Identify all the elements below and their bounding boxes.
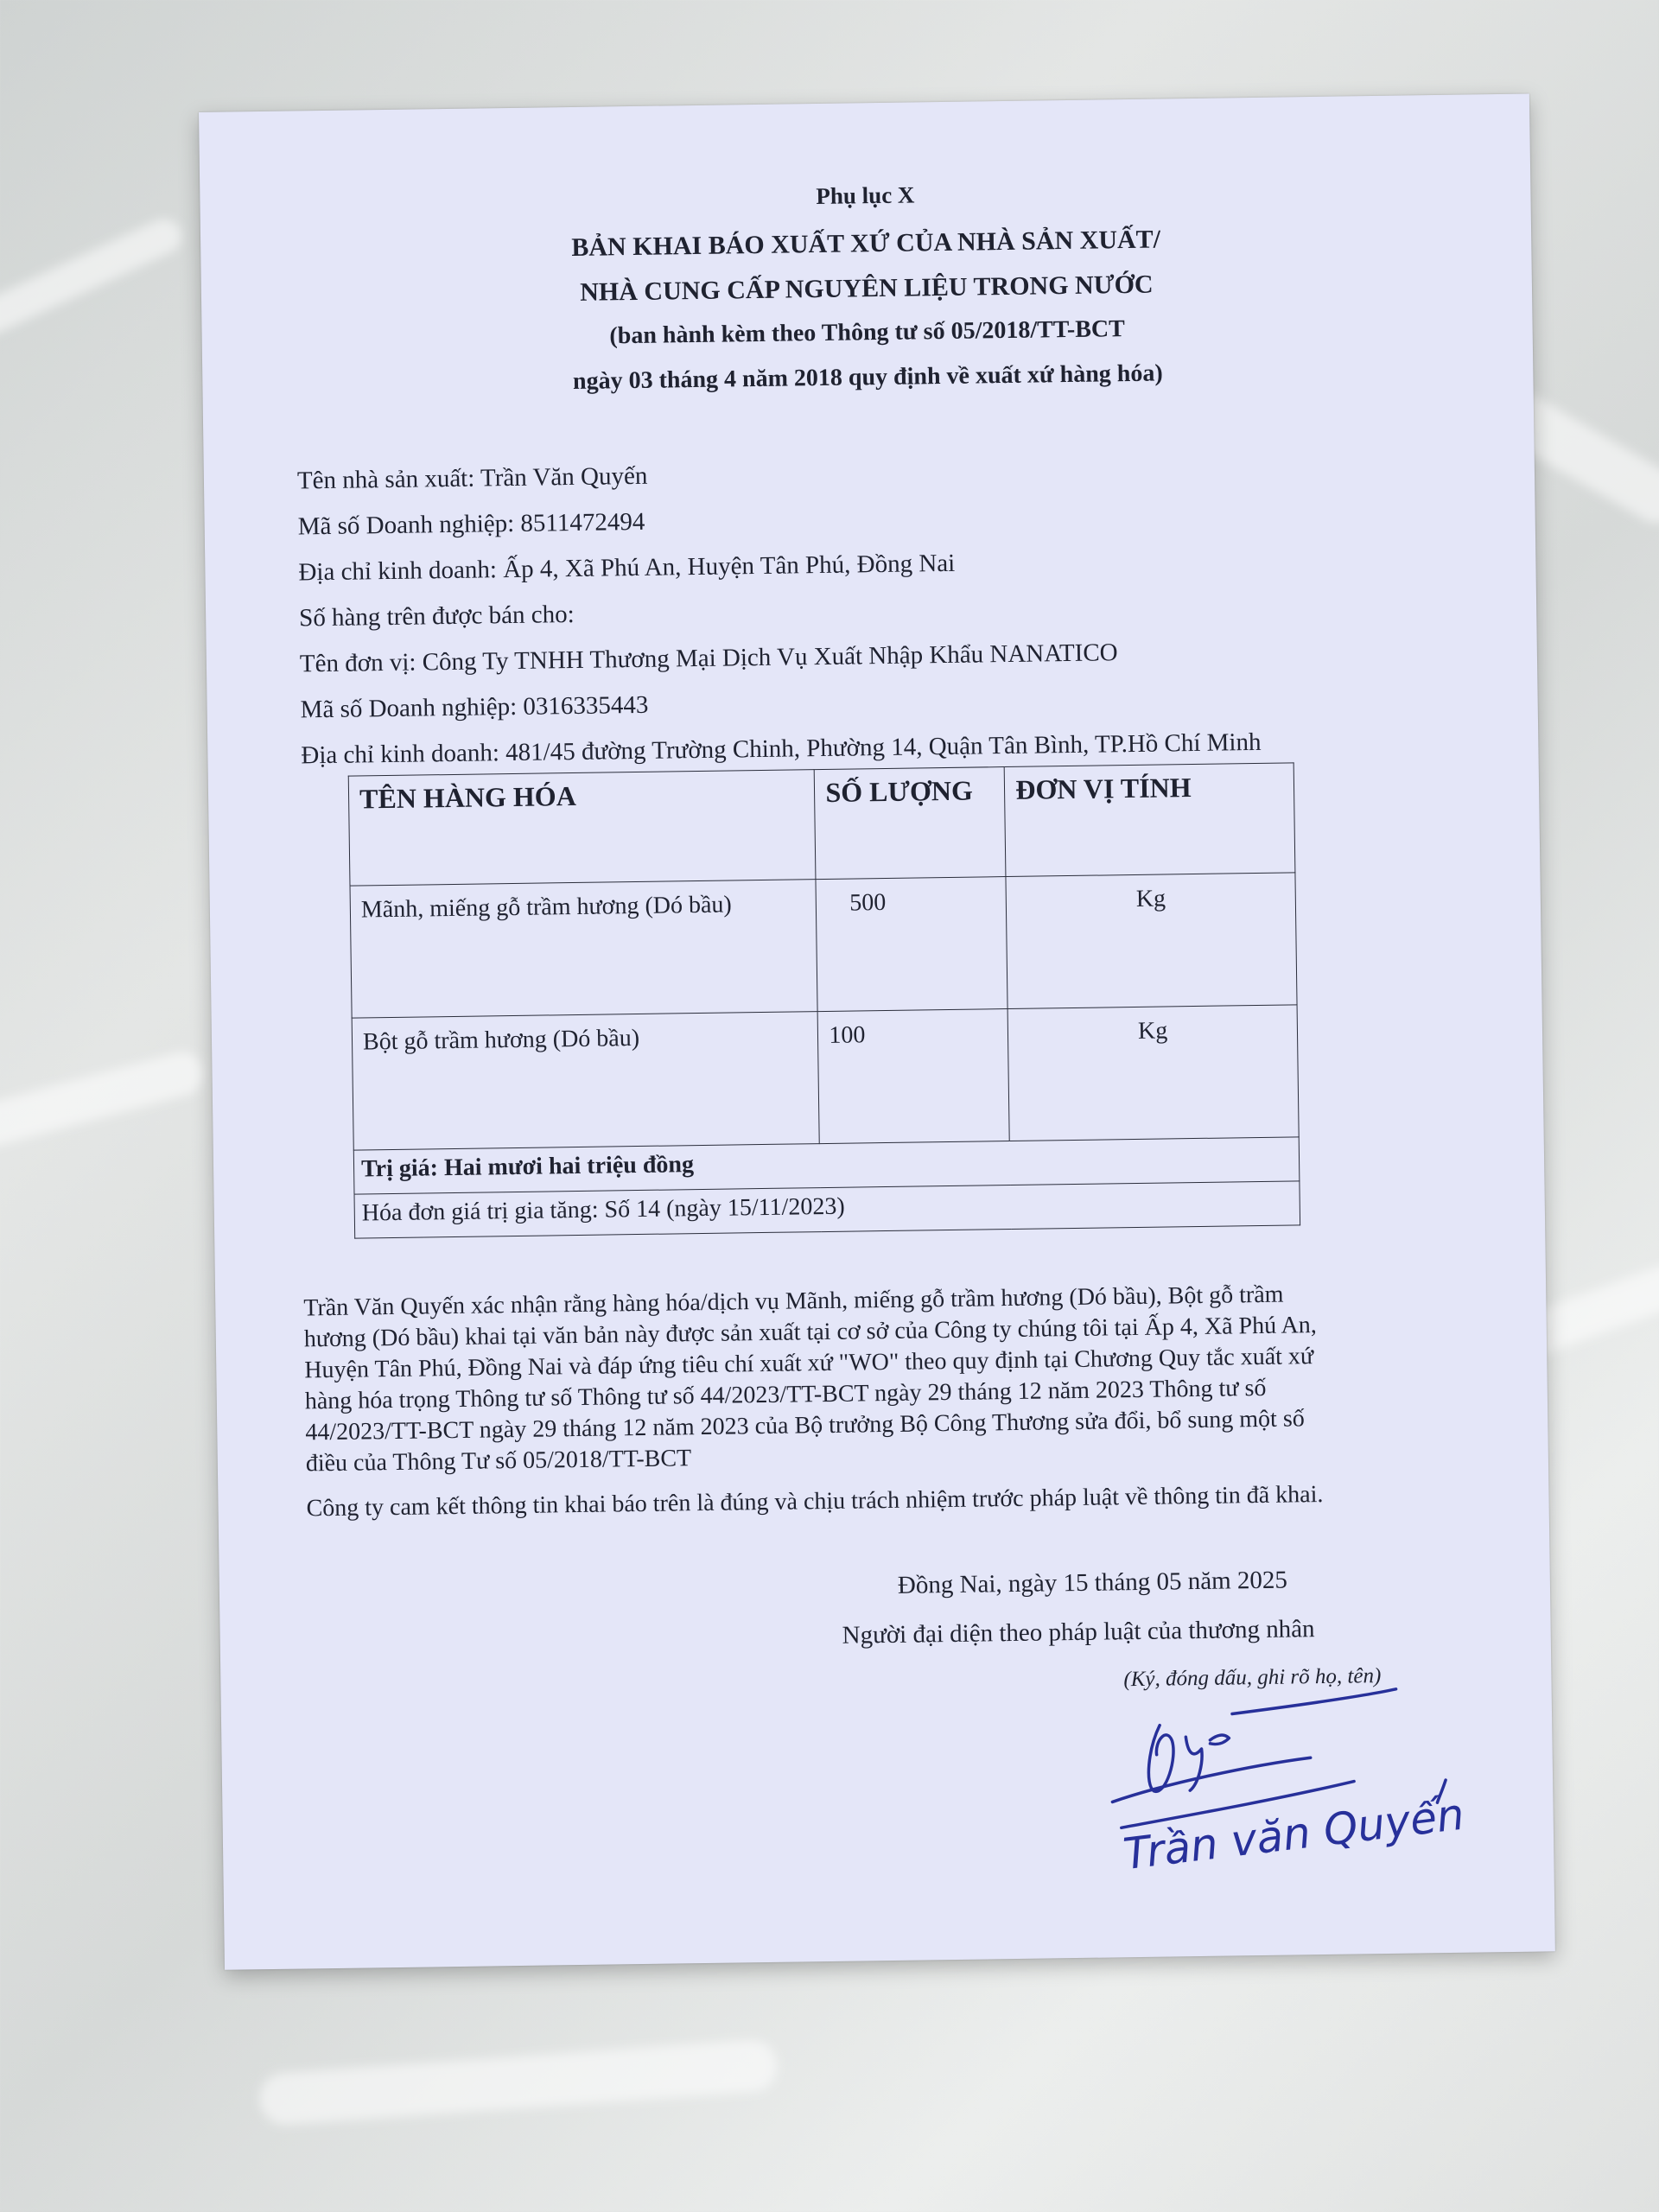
sold-to-label: Số hàng trên được bán cho: xyxy=(298,600,575,632)
document-title-line-1: BẢN KHAI BÁO XUẤT XỨ CỦA NHÀ SẢN XUẤT/ xyxy=(571,225,1161,262)
buyer-unit-label: Tên đơn vị: xyxy=(299,648,423,678)
quantity-cell: 100 xyxy=(818,1009,1010,1144)
unit-cell: Kg xyxy=(1006,873,1297,1009)
confirmation-paragraph: Trần Văn Quyến xác nhận rằng hàng hóa/dịch vụ Mãnh, miếng gỗ trầm hương (Dó bầu), Bột gỗ trầm hương (Dó bầu) khai tại văn bản này được sản xuất tại cơ sở của Công ty chúng tôi tại Ấp 4, Xã Phú An, Huyện Tân Phú, Đồng Nai và đáp ứng tiêu chí xuất xứ "WO" theo quy định tại Chương Quy tắc xuất xứ hàng hóa trọng Thông tư số Thông tư số 44/2023/TT-BCT ngày 29 tháng 12 năm 2023 Thông tư số 44/2023/TT-BCT ngày 29 tháng 12 năm 2023 của Bộ trưởng Bộ Công Thương sửa đổi, bổ sung một số điều của Thông Tư số 05/2018/TT-BCT xyxy=(303,1281,1317,1478)
total-value: Trị giá: Hai mươi hai triệu đồng xyxy=(353,1137,1300,1194)
producer-address-line xyxy=(298,550,955,588)
producer-tax-id: 8511472494 xyxy=(520,507,645,537)
buyer-address-line xyxy=(301,728,1262,771)
handwritten-name: Trần văn Quyến xyxy=(1121,1789,1467,1880)
column-header: ĐƠN VỊ TÍNH xyxy=(1004,763,1294,877)
document-title-line-4: ngày 03 tháng 4 năm 2018 quy định về xuất xứ hàng hóa) xyxy=(572,359,1163,395)
buyer-unit: Công Ty TNHH Thương Mại Dịch Vụ Xuất Nhập Khẩu NANATICO xyxy=(422,639,1118,677)
document-title-line-2: NHÀ CUNG CẤP NGUYÊN LIỆU TRONG NƯỚC xyxy=(580,270,1154,307)
producer-tax-label: Mã số Doanh nghiệp: xyxy=(297,509,521,541)
buyer-address: 481/45 đường Trường Chinh, Phường 14, Quận Tân Bình, TP.Hồ Chí Minh xyxy=(505,728,1262,767)
quantity-cell: 500 xyxy=(816,877,1007,1012)
producer-name-label: Tên nhà sản xuất: xyxy=(296,464,481,495)
buyer-address-label: Địa chỉ kinh doanh: xyxy=(301,739,506,770)
marble-vein xyxy=(258,2038,779,2126)
invoice-info: Hóa đơn giá trị gia tăng: Số 14 (ngày 15/11/2023) xyxy=(354,1181,1300,1238)
producer-address-label: Địa chỉ kinh doanh: xyxy=(298,556,504,587)
buyer-tax-id: 0316335443 xyxy=(523,690,649,721)
marble-vein xyxy=(0,1047,208,1156)
unit-cell: Kg xyxy=(1007,1005,1299,1141)
table-row xyxy=(352,1005,1299,1150)
buyer-tax-line xyxy=(300,691,648,725)
column-header: SỐ LƯỢNG xyxy=(815,767,1007,880)
producer-tax-line xyxy=(297,508,645,542)
producer-address: Ấp 4, Xã Phú An, Huyện Tân Phú, Đồng Nai xyxy=(502,549,956,584)
buyer-tax-label: Mã số Doanh nghiệp: xyxy=(300,692,524,724)
commitment-paragraph: Công ty cam kết thông tin khai báo trên là đúng và chịu trách nhiệm trước pháp luật về thông tin đã khai. xyxy=(306,1480,1324,1522)
representative-label: Người đại diện theo pháp luật của thương nhân xyxy=(842,1615,1315,1649)
signing-instruction: (Ký, đóng dấu, ghi rõ họ, tên) xyxy=(1123,1664,1382,1692)
document-title-line-3: (ban hành kèm theo Thông tư số 05/2018/TT-BCT xyxy=(609,315,1126,350)
goods-name-cell: Mãnh, miếng gỗ trầm hương (Dó bầu) xyxy=(350,880,817,1019)
goods-name-cell: Bột gỗ trầm hương (Dó bầu) xyxy=(352,1012,819,1151)
appendix-label: Phụ lục X xyxy=(816,181,915,210)
producer-name: Trần Văn Quyến xyxy=(480,461,648,493)
buyer-unit-line xyxy=(300,639,1118,678)
producer-name-line xyxy=(297,462,648,496)
handwritten-signature xyxy=(1102,1676,1468,1906)
goods-table xyxy=(348,762,1300,1238)
table-row xyxy=(350,873,1297,1018)
column-header: TÊN HÀNG HÓA xyxy=(348,770,816,887)
document-sheet xyxy=(199,93,1555,1969)
table-header-row xyxy=(348,763,1295,886)
place-date: Đồng Nai, ngày 15 tháng 05 năm 2025 xyxy=(897,1566,1288,1599)
document-content xyxy=(199,93,1555,1969)
marble-vein xyxy=(0,213,187,340)
